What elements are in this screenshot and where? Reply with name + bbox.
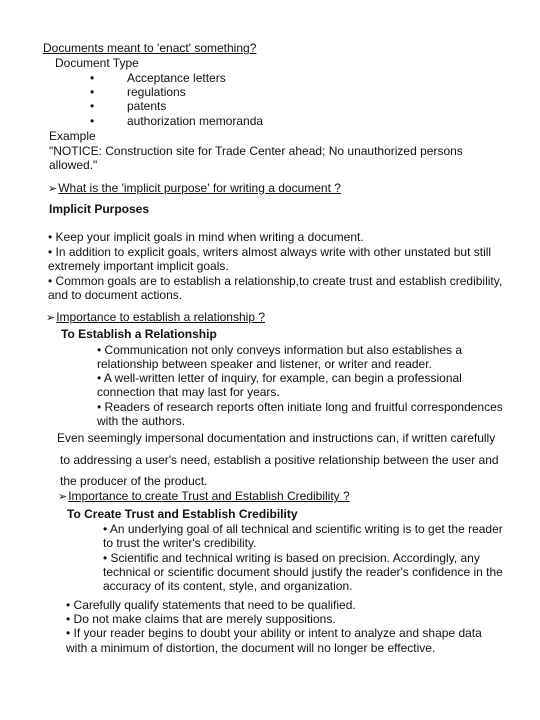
- implicit-line: • Common goals are to establish a relationship,to create trust and establish credibility,: [48, 274, 503, 288]
- arrow-bullet-icon: ➢: [58, 490, 68, 503]
- question-text: Importance to establish a relationship ?: [56, 310, 266, 324]
- section-title-trust: To Create Trust and Establish Credibility: [67, 507, 298, 521]
- doc-type-item: patents: [127, 99, 167, 113]
- example-text: "NOTICE: Construction site for Trade Center ahead; No unauthorized persons: [49, 144, 463, 158]
- relationship-line: relationship between speaker and listener, or writer and reader.: [97, 357, 432, 371]
- implicit-line: • In addition to explicit goals, writers almost always write with other unstated but still: [48, 245, 492, 259]
- bullet: •: [90, 85, 95, 99]
- relationship-paragraph: Even seemingly impersonal documentation and instructions can, if written carefully: [57, 431, 496, 445]
- arrow-bullet-icon: ➢: [48, 182, 58, 195]
- relationship-line: with the authors.: [97, 414, 186, 428]
- question-trust[interactable]: [58, 489, 350, 504]
- example-label: Example: [49, 129, 96, 143]
- trust-line: accuracy of its content, style, and organization.: [103, 579, 353, 593]
- trust-line: to trust the writer's credibility.: [103, 536, 257, 550]
- section-title-relationship: To Establish a Relationship: [61, 327, 217, 341]
- question-relationship[interactable]: [46, 310, 265, 325]
- relationship-line: • Readers of research reports often initiate long and fruitful correspondences: [97, 400, 503, 414]
- bullet: •: [90, 99, 95, 113]
- trust-tail-line: with a minimum of distortion, the document will no longer be effective.: [66, 641, 436, 655]
- trust-line: • Scientific and technical writing is based on precision. Accordingly, any: [103, 551, 480, 565]
- implicit-line: • Keep your implicit goals in mind when writing a document.: [48, 230, 364, 244]
- bullet: •: [90, 71, 95, 85]
- relationship-paragraph: the producer of the product.: [60, 474, 208, 488]
- relationship-paragraph: to addressing a user's need, establish a positive relationship between the user and: [60, 453, 499, 467]
- trust-line: technical or scientific document should justify the reader's confidence in the: [103, 565, 503, 579]
- doc-type-item: regulations: [127, 85, 186, 99]
- example-text: allowed.": [49, 158, 98, 172]
- trust-tail-line: • Do not make claims that are merely suppositions.: [66, 612, 336, 626]
- question-text: What is the 'implicit purpose' for writing a document ?: [58, 181, 341, 195]
- relationship-line: connection that may last for years.: [97, 385, 280, 399]
- heading-enact: Documents meant to 'enact' something?: [43, 41, 257, 55]
- arrow-bullet-icon: ➢: [46, 311, 56, 324]
- implicit-line: extremely important implicit goals.: [48, 259, 229, 273]
- question-text: Importance to create Trust and Establish Credibility ?: [68, 489, 350, 503]
- implicit-line: and to document actions.: [48, 288, 183, 302]
- trust-tail-line: • Carefully qualify statements that need to be qualified.: [66, 598, 356, 612]
- question-implicit-purpose[interactable]: [48, 181, 341, 196]
- relationship-line: • Communication not only conveys information but also establishes a: [97, 343, 463, 357]
- trust-line: • An underlying goal of all technical and scientific writing is to get the reader: [103, 522, 503, 536]
- doc-type-item: authorization memoranda: [127, 114, 264, 128]
- section-title-implicit: Implicit Purposes: [49, 202, 150, 216]
- relationship-line: • A well-written letter of inquiry, for example, can begin a professional: [97, 371, 462, 385]
- bullet: •: [90, 114, 95, 128]
- trust-tail-line: • If your reader begins to doubt your ability or intent to analyze and shape data: [66, 626, 482, 640]
- doc-type-item: Acceptance letters: [127, 71, 226, 85]
- doc-type-label: Document Type: [55, 56, 139, 70]
